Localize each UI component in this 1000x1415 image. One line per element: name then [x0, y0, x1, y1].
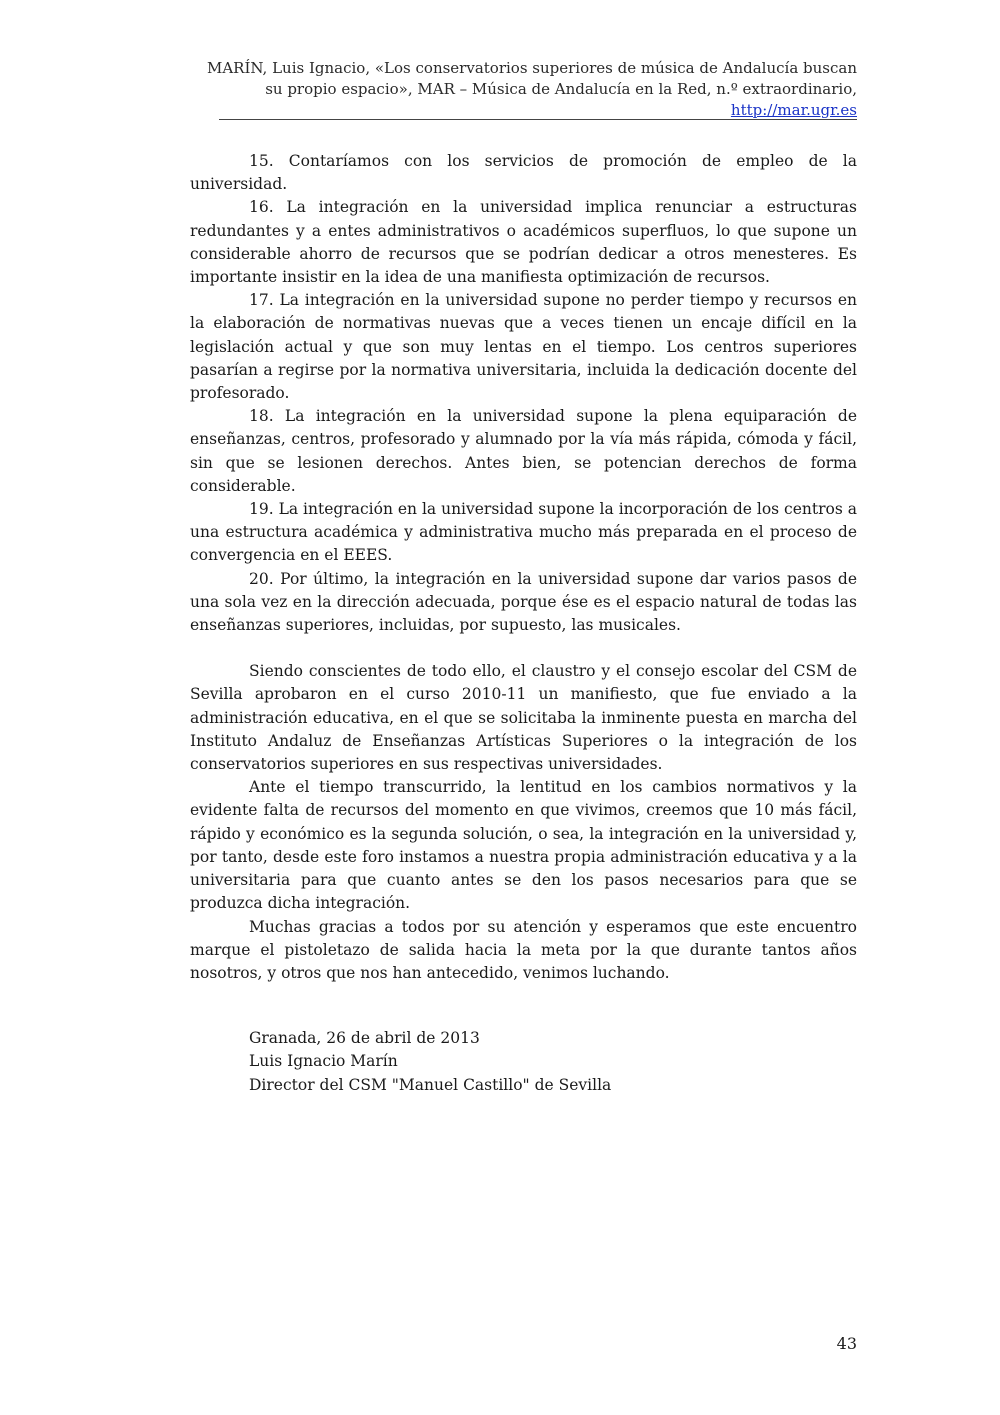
paragraph-17: 17. La integración en la universidad supone no perder tiempo y recursos en la elaboración de normativas nuevas que a veces tienen un encaje difícil en la legislación actual y que son muy lentas en el tiempo. Los centros superiores pasarían a regirse por la normativa universitaria, incluida la dedicación docente del profesorado.: [190, 291, 857, 403]
running-header: [190, 58, 857, 121]
paragraph-conclusion-1: Siendo conscientes de todo ello, el claustro y el consejo escolar del CSM de Sevilla aprobaron en el curso 2010-11 un manifiesto, que fue enviado a la administración educativa, en el que se solicitaba la inminente puesta en marcha del Instituto Andaluz de Enseñanzas Artísticas Superiores o la integración de los conservatorios superiores en sus respectivas universidades.: [190, 662, 857, 774]
signature-name: Luis Ignacio Marín: [249, 1052, 398, 1071]
paragraph-19: 19. La integración en la universidad supone la incorporación de los centros a una estructura académica y administrativa mucho más preparada en el proceso de convergencia en el EEES.: [190, 500, 857, 565]
paragraph-16: 16. La integración en la universidad implica renunciar a estructuras redundantes y a entes administrativos o académicos superfluos, lo que supone un considerable ahorro de recursos que se podrían dedicar a otros menesteres. Es importante insistir en la idea de una manifiesta optimización de recursos.: [190, 198, 857, 287]
header-rule: [219, 119, 857, 120]
page-number: 43: [836, 1334, 857, 1353]
paragraph-gap: [190, 637, 857, 660]
signature-place-date: Granada, 26 de abril de 2013: [249, 1029, 480, 1047]
header-citation: MARÍN, Luis Ignacio, «Los conservatorios superiores de música de Andalucía buscan su propio espacio», MAR – Música de Andalucía en la Red, n.º extraordinario,: [206, 59, 857, 98]
paragraph-conclusion-2: Ante el tiempo transcurrido, la lentitud en los cambios normativos y la evidente falta de recursos del momento en que vivimos, creemos que 10 más fácil, rápido y económico es la segunda solución, o sea, la integración en la universidad y, por tanto, desde este foro instamos a nuestra propia administración educativa y a la universitaria para que cuanto antes se den los pasos necesarios para que se produzca dicha integración.: [190, 778, 857, 913]
signature-position: Director del CSM "Manuel Castillo" de Sevilla: [249, 1075, 612, 1094]
signature-block: [249, 1027, 611, 1097]
paragraph-15: 15. Contaríamos con los servicios de promoción de empleo de la universidad.: [190, 152, 857, 194]
body-text: [190, 150, 857, 985]
paragraph-20: 20. Por último, la integración en la universidad supone dar varios pasos de una sola vez en la dirección adecuada, porque ése es el espacio natural de todas las enseñanzas superiores, incluidas, por supuesto, las musicales.: [190, 569, 857, 635]
header-link[interactable]: http://mar.ugr.es: [730, 101, 857, 119]
paragraph-18: 18. La integración en la universidad supone la plena equiparación de enseñanzas, centros, profesorado y alumnado por la vía más rápida, cómoda y fácil, sin que se lesionen derechos. Antes bien, se potencian derechos de forma considerable.: [190, 407, 857, 495]
paragraph-closing: Muchas gracias a todos por su atención y esperamos que este encuentro marque el pistoletazo de salida hacia la meta por la que durante tantos años nosotros, y otros que nos han antecedido, venimos luchando.: [190, 917, 857, 982]
